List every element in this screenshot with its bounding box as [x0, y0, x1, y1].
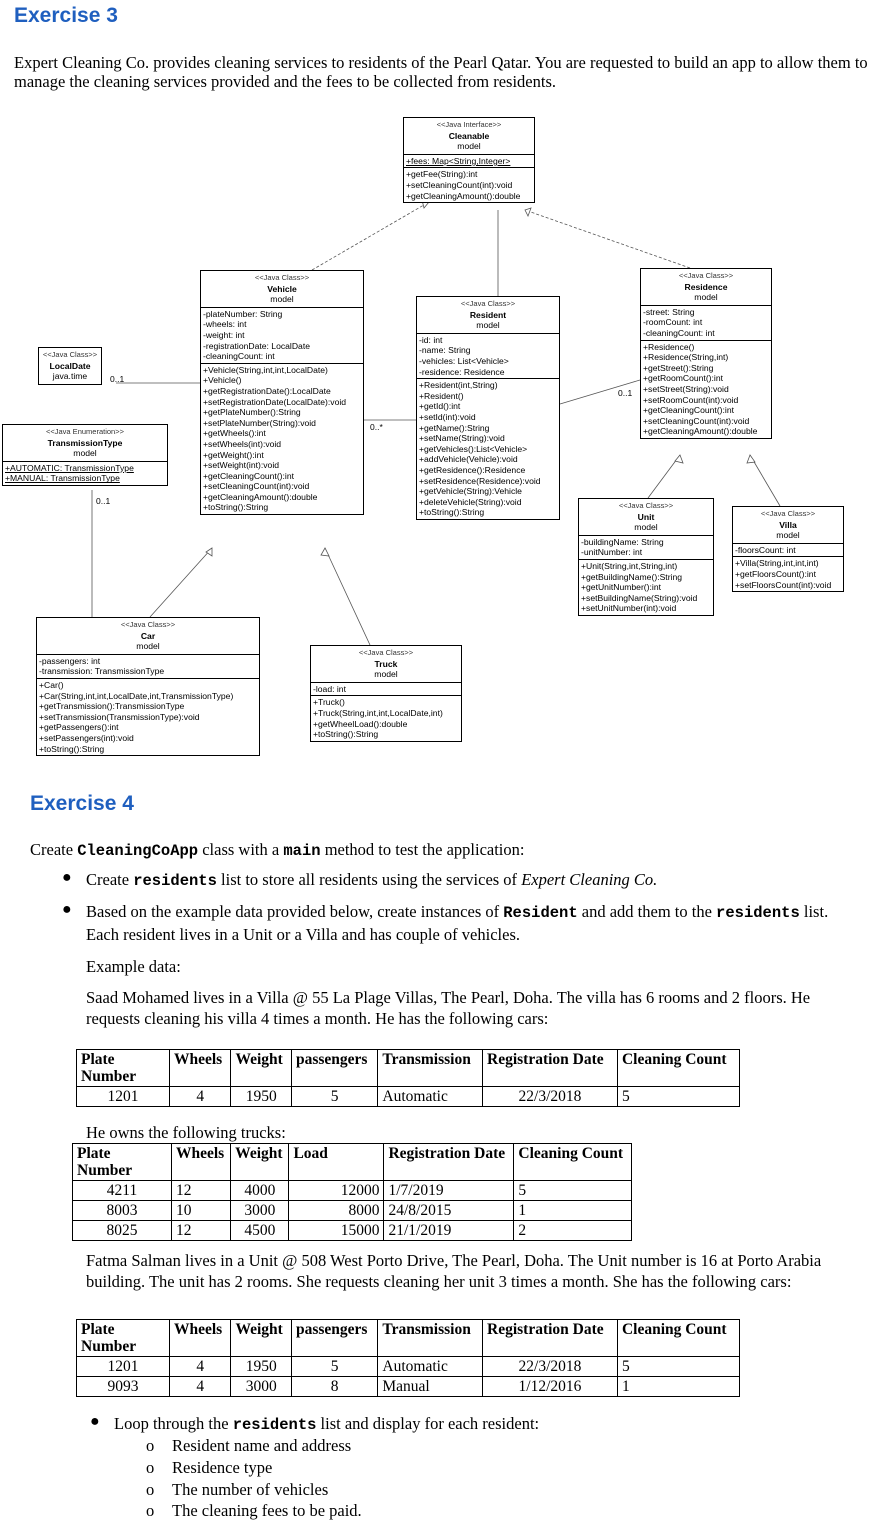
table-cell: 8000 [289, 1201, 384, 1221]
uml-method: +setWheels(int):void [203, 438, 282, 449]
stereotype: <<Java Class>> [678, 271, 734, 280]
table-cell: 22/3/2018 [483, 1357, 618, 1377]
stereotype: <<Java Enumeration>> [46, 427, 124, 436]
stereotype: <<Java Class>> [760, 509, 816, 518]
table-cell: Automatic [378, 1357, 483, 1377]
saad-trucks-table [72, 1143, 632, 1241]
class-name: Vehicle [267, 283, 297, 294]
table-cell: 4000 [231, 1181, 289, 1201]
column-header: Wheels [170, 1050, 231, 1087]
uml-field: -id: int [419, 334, 443, 345]
circle-bullet-icon: o [146, 1436, 155, 1455]
example-data-label: Example data: [86, 957, 181, 976]
class-name: Resident [469, 309, 507, 320]
class-name: Cleanable [448, 130, 490, 141]
package-name: model [457, 141, 481, 152]
table-cell: 9093 [77, 1377, 170, 1397]
column-header: Wheels [170, 1320, 231, 1357]
uml-method: +setWeight(int):void [203, 460, 280, 471]
table-cell: 1950 [231, 1087, 292, 1107]
uml-method: +setId(int):void [419, 411, 476, 422]
table-cell: 8 [291, 1377, 377, 1397]
uml-method: +getPassengers():int [39, 722, 119, 733]
uml-method: +setCleaningCount(int):void [406, 179, 513, 190]
uml-method: +toString():String [419, 507, 485, 518]
uml-cleanable-interface [403, 117, 535, 203]
uml-method: +toString():String [39, 743, 105, 754]
uml-method: +Truck(String,int,int,LocalDate,int) [313, 707, 443, 718]
uml-method: +getVehicles():List<Vehicle> [419, 443, 528, 454]
uml-localdate-class [38, 347, 102, 385]
uml-method: +getId():int [419, 401, 461, 412]
sub-item: The number of vehicles [172, 1480, 329, 1499]
uml-method: +Villa(String,int,int,int) [735, 558, 819, 569]
uml-method: +getResidence():Residence [419, 464, 526, 475]
uml-field: -unitNumber: int [581, 547, 643, 558]
uml-method: +getWeight():int [203, 449, 264, 460]
uml-method: +deleteVehicle(String):void [419, 496, 522, 507]
uml-vehicle-class [200, 270, 364, 515]
uml-method: +Resident(int,String) [419, 380, 498, 391]
table-cell: 15000 [289, 1221, 384, 1241]
circle-bullet-icon: o [146, 1501, 155, 1520]
column-header: Plate Number [73, 1144, 172, 1181]
table-cell: 5 [617, 1087, 739, 1107]
class-name: Villa [779, 519, 797, 530]
uml-field: +fees: Map<String,Integer> [406, 155, 511, 166]
uml-method: +setRoomCount(int):void [643, 394, 739, 405]
table-row [73, 1201, 632, 1221]
exercise-4-title: Exercise 4 [30, 792, 134, 815]
multiplicity-transmission: 0..1 [96, 496, 111, 506]
uml-method: +Residence(String,int) [643, 352, 729, 363]
uml-field: -vehicles: List<Vehicle> [419, 355, 509, 366]
table-cell: 12000 [289, 1181, 384, 1201]
exercise-3-intro: Expert Cleaning Co. provides cleaning services to residents of the Pearl Qatar. You are requested to build an app to allow them to manage the cleaning services provided and the fees to be collected from residents. [14, 53, 868, 91]
table-cell: 5 [291, 1357, 377, 1377]
column-header: Plate Number [77, 1320, 170, 1357]
column-header: Registration Date [384, 1144, 514, 1181]
table-cell: 21/1/2019 [384, 1221, 514, 1241]
table-cell: 1 [617, 1377, 739, 1397]
column-header: Weight [231, 1320, 292, 1357]
uml-field: -buildingName: String [581, 536, 664, 547]
column-header: passengers [291, 1050, 377, 1087]
table-header-row [73, 1144, 632, 1181]
uml-field: -street: String [643, 306, 695, 317]
table-row [73, 1221, 632, 1241]
bullet-create-instances: Based on the example data provided below, create instances of Resident and add them to the residents list. Each resident lives in a Unit or a Villa and has couple of vehicles. [86, 902, 829, 944]
uml-car-class [36, 617, 260, 756]
uml-field: -wheels: int [203, 319, 247, 330]
class-name: Residence [684, 281, 728, 292]
uml-method: +getCleaningAmount():double [643, 426, 758, 437]
package-name: model [776, 530, 800, 541]
stereotype: <<Java Class>> [460, 299, 516, 308]
uml-method: +setUnitNumber(int):void [581, 603, 677, 614]
uml-method: +setCleaningCount(int):void [203, 481, 310, 492]
table-cell: 12 [172, 1221, 231, 1241]
sub-item: The cleaning fees to be paid. [172, 1501, 362, 1520]
uml-method: +setPassengers(int):void [39, 732, 134, 743]
uml-method: +setRegistrationDate(LocalDate):void [203, 396, 347, 407]
column-header: Registration Date [483, 1050, 618, 1087]
column-header: Cleaning Count [514, 1144, 632, 1181]
column-header: Wheels [172, 1144, 231, 1181]
exercise-3-title: Exercise 3 [14, 4, 118, 27]
uml-method: +setBuildingName(String):void [581, 592, 698, 603]
uml-method: +setCleaningCount(int):void [643, 415, 750, 426]
package-name: model [136, 641, 160, 652]
uml-method: +getRoomCount():int [643, 373, 724, 384]
sub-item: Residence type [172, 1458, 273, 1477]
uml-method: +Vehicle() [203, 375, 242, 386]
uml-method: +getRegistrationDate():LocalDate [203, 385, 331, 396]
uml-method: +Resident() [419, 390, 464, 401]
table-cell: 22/3/2018 [483, 1087, 618, 1107]
bullet-icon: ● [62, 901, 72, 918]
table-row [77, 1377, 740, 1397]
table-cell: 1/7/2019 [384, 1181, 514, 1201]
bullet-icon: ● [90, 1413, 100, 1430]
saad-cars-table [76, 1049, 740, 1107]
uml-method: +getVehicle(String):Vehicle [419, 486, 522, 497]
uml-field: -floorsCount: int [735, 544, 796, 555]
table-cell: 3000 [231, 1201, 289, 1221]
uml-method: +getCleaningCount():int [643, 405, 735, 416]
package-name: model [73, 448, 97, 459]
table-cell: Manual [378, 1377, 483, 1397]
column-header: Cleaning Count [617, 1050, 739, 1087]
table-cell: 3000 [231, 1377, 292, 1397]
bullet-icon: ● [62, 869, 72, 886]
table-cell: Automatic [378, 1087, 483, 1107]
package-name: model [634, 522, 658, 533]
uml-field: -residence: Residence [419, 366, 505, 377]
uml-method: +setTransmission(TransmissionType):void [39, 711, 200, 722]
uml-method: +getBuildingName():String [581, 571, 683, 582]
uml-field: -passengers: int [39, 655, 101, 666]
package-name: java.time [52, 371, 88, 382]
table-cell: 1/12/2016 [483, 1377, 618, 1397]
uml-field: -roomCount: int [643, 317, 703, 328]
package-name: model [270, 294, 294, 305]
package-name: model [694, 292, 718, 303]
column-header: Plate Number [77, 1050, 170, 1087]
package-name: model [374, 669, 398, 680]
stereotype: <<Java Class>> [42, 350, 98, 359]
uml-method: +setName(String):void [419, 433, 505, 444]
uml-method: +getWheels():int [203, 428, 266, 439]
table-cell: 5 [291, 1087, 377, 1107]
class-name: Car [140, 630, 156, 641]
class-name: TransmissionType [47, 437, 123, 448]
table-header-row [77, 1320, 740, 1357]
table-cell: 2 [514, 1221, 632, 1241]
table-cell: 8025 [73, 1221, 172, 1241]
uml-field: -name: String [419, 345, 471, 356]
uml-method: +Car() [39, 679, 64, 690]
multiplicity-localdate: 0..1 [110, 374, 125, 384]
table-cell: 24/8/2015 [384, 1201, 514, 1221]
uml-method: +getUnitNumber():int [581, 582, 661, 593]
fatma-description: Fatma Salman lives in a Unit @ 508 West Porto Drive, The Pearl, Doha. The Unit number is 16 at Porto Arabia building. The unit has 2 rooms. She requests cleaning her unit 3 times a month. She has the following cars: [86, 1251, 822, 1291]
uml-field: -plateNumber: String [203, 308, 283, 319]
circle-bullet-icon: o [146, 1480, 155, 1499]
uml-method: +getCleaningCount():int [203, 470, 295, 481]
stereotype: <<Java Class>> [358, 648, 414, 657]
table-cell: 1201 [77, 1357, 170, 1377]
uml-method: +getCleaningAmount():double [203, 491, 318, 502]
bullet-create-residents: Create residents list to store all residents using the services of Expert Cleaning Co. [86, 870, 658, 890]
uml-method: +toString():String [203, 502, 269, 513]
trucks-caption: He owns the following trucks: [86, 1123, 286, 1142]
table-row [77, 1357, 740, 1377]
table-row [73, 1181, 632, 1201]
enum-constant: +AUTOMATIC: TransmissionType [5, 462, 134, 473]
uml-method: +setPlateNumber(String):void [203, 417, 316, 428]
column-header: Weight [231, 1050, 292, 1087]
table-cell: 10 [172, 1201, 231, 1221]
stereotype: <<Java Class>> [120, 620, 176, 629]
column-header: Load [289, 1144, 384, 1181]
column-header: Weight [231, 1144, 289, 1181]
stereotype: <<Java Class>> [254, 273, 310, 282]
uml-method: +getStreet():String [643, 362, 714, 373]
uml-method: +getPlateNumber():String [203, 407, 301, 418]
column-header: Transmission [378, 1320, 483, 1357]
table-row [77, 1087, 740, 1107]
circle-bullet-icon: o [146, 1458, 155, 1477]
uml-method: +setFloorsCount(int):void [735, 579, 832, 590]
multiplicity-vehicles: 0..* [370, 422, 383, 432]
uml-field: -registrationDate: LocalDate [203, 340, 310, 351]
uml-method: +getTransmission():TransmissionType [39, 701, 185, 712]
table-cell: 12 [172, 1181, 231, 1201]
stereotype: <<Java Interface>> [436, 120, 502, 129]
table-cell: 1 [514, 1201, 632, 1221]
uml-residence-class [640, 268, 772, 439]
uml-method: +getName():String [419, 422, 490, 433]
uml-method: +getWheelLoad():double [313, 718, 408, 729]
column-header: Cleaning Count [617, 1320, 739, 1357]
table-cell: 1201 [77, 1087, 170, 1107]
column-header: passengers [291, 1320, 377, 1357]
table-cell: 4211 [73, 1181, 172, 1201]
uml-method: +Car(String,int,int,LocalDate,int,TransmissionType) [39, 690, 234, 701]
saad-description: Saad Mohamed lives in a Villa @ 55 La Plage Villas, The Pearl, Doha. The villa has 6 rooms and 2 floors. He requests cleaning his villa 4 times a month. He has the following cars: [86, 988, 811, 1028]
uml-unit-class [578, 498, 714, 616]
table-cell: 8003 [73, 1201, 172, 1221]
exercise-4-intro: Create CleaningCoApp class with a main method to test the application: [30, 840, 525, 860]
uml-field: -cleaningCount: int [203, 351, 275, 362]
uml-method: +addVehicle(Vehicle):void [419, 454, 518, 465]
uml-method: +getFloorsCount():int [735, 568, 816, 579]
uml-field: -load: int [313, 683, 346, 694]
uml-method: +Truck() [313, 697, 345, 708]
table-cell: 4 [170, 1377, 231, 1397]
uml-method: +Residence() [643, 341, 695, 352]
column-header: Registration Date [483, 1320, 618, 1357]
uml-field: -transmission: TransmissionType [39, 666, 165, 677]
uml-method: +getFee(String):int [406, 169, 478, 180]
bullet-loop-residents: Loop through the residents list and display for each resident: [114, 1414, 540, 1434]
table-cell: 1950 [231, 1357, 292, 1377]
table-cell: 4 [170, 1087, 231, 1107]
uml-method: +getCleaningAmount():double [406, 190, 521, 201]
uml-method: +toString():String [313, 729, 379, 740]
table-cell: 5 [617, 1357, 739, 1377]
multiplicity-residence: 0..1 [618, 388, 633, 398]
uml-field: -weight: int [203, 329, 245, 340]
class-name: Truck [374, 658, 398, 669]
uml-transmission-enum [2, 424, 168, 486]
stereotype: <<Java Class>> [618, 501, 674, 510]
table-cell: 4 [170, 1357, 231, 1377]
fatma-cars-table [76, 1319, 740, 1397]
class-name: Unit [637, 511, 655, 522]
uml-method: +setStreet(String):void [643, 383, 729, 394]
uml-method: +Vehicle(String,int,int,LocalDate) [203, 364, 328, 375]
column-header: Transmission [378, 1050, 483, 1087]
sub-item: Resident name and address [172, 1436, 352, 1455]
table-cell: 4500 [231, 1221, 289, 1241]
package-name: model [476, 320, 500, 331]
table-cell: 5 [514, 1181, 632, 1201]
table-header-row [77, 1050, 740, 1087]
uml-truck-class [310, 645, 462, 742]
uml-resident-class [416, 296, 560, 520]
uml-field: -cleaningCount: int [643, 327, 715, 338]
uml-method: +Unit(String,int,String,int) [581, 560, 678, 571]
uml-method: +setResidence(Residence):void [419, 475, 541, 486]
uml-villa-class [732, 506, 844, 592]
class-name: LocalDate [49, 360, 91, 371]
enum-constant: +MANUAL: TransmissionType [5, 473, 120, 484]
